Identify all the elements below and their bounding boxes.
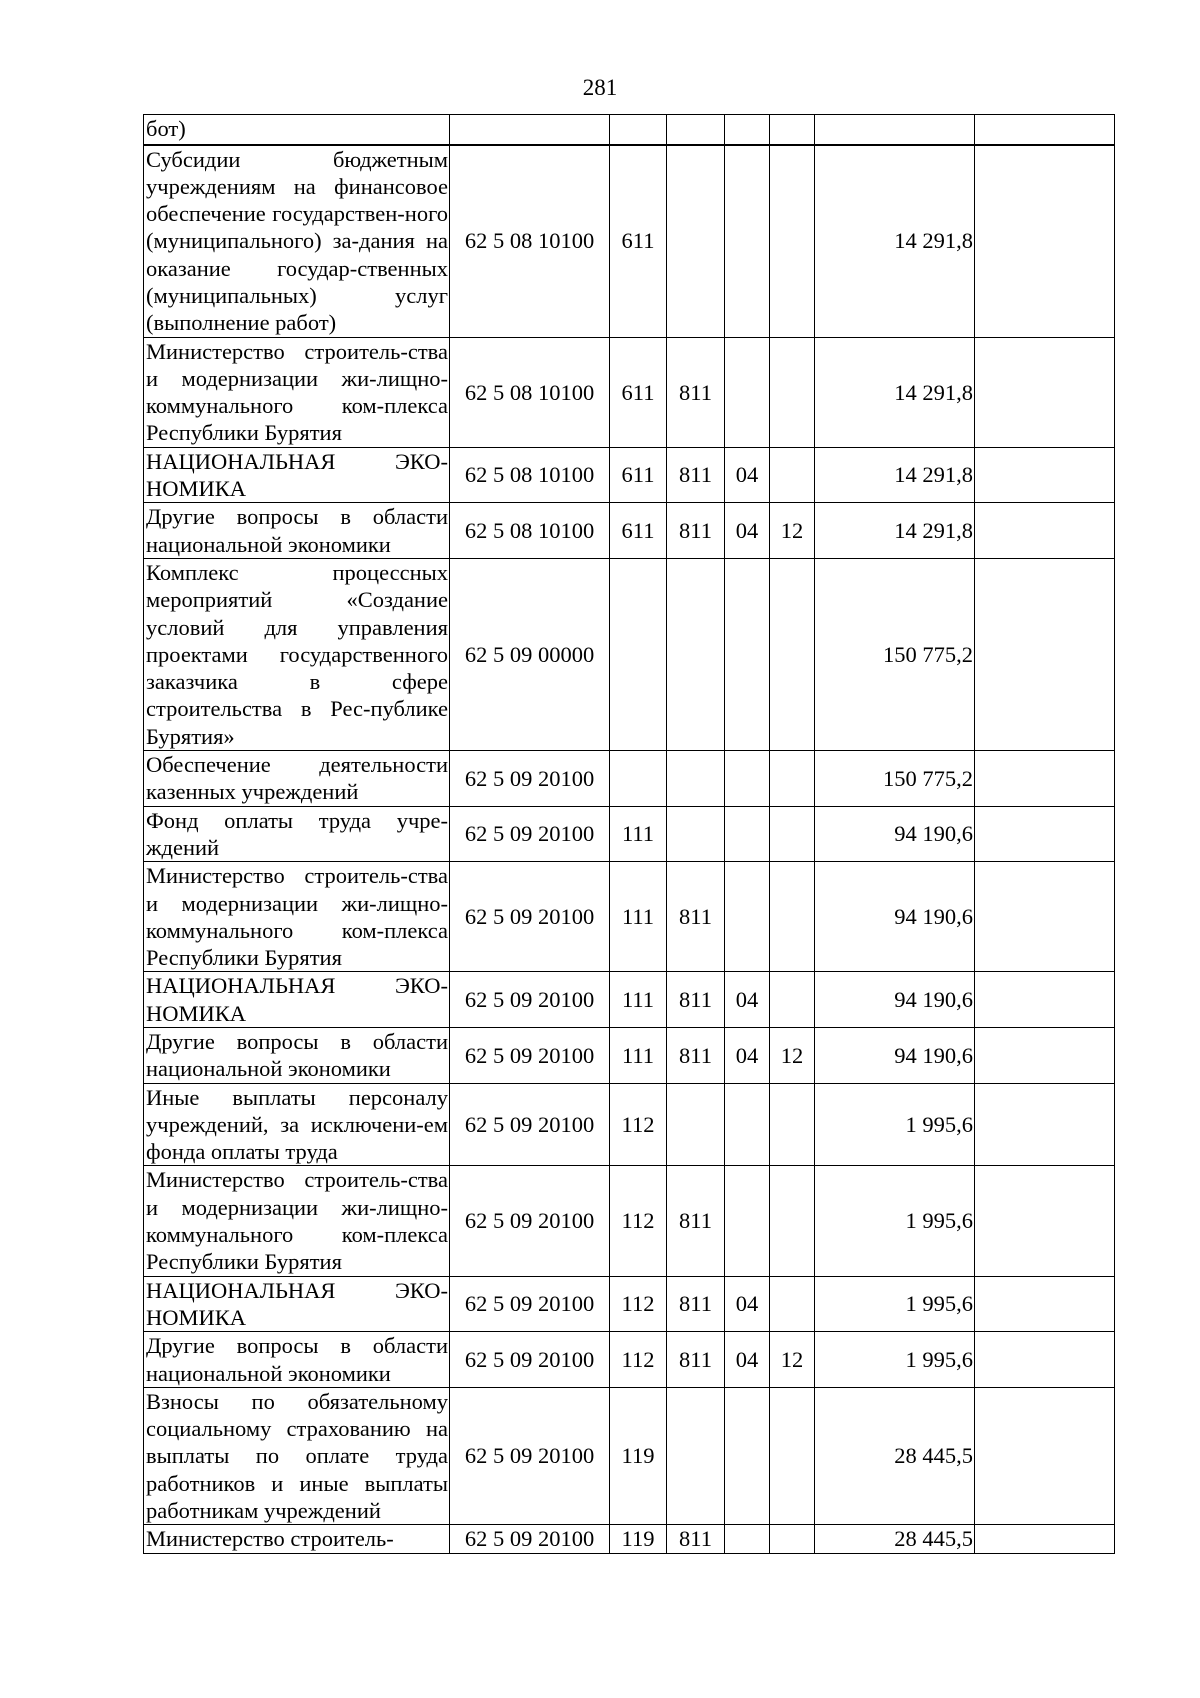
row-name-cell: Комплекс процессных мероприятий «Создание условий для управления проектами государственного заказчика в сфере строительства в Рес-публике Бурятия» <box>144 558 450 750</box>
amount-cell: 14 291,8 <box>815 447 975 503</box>
amount-cell: 1 995,6 <box>815 1083 975 1166</box>
expense-type-cell <box>610 751 667 807</box>
ministry-code-cell: 811 <box>667 1332 725 1388</box>
target-code-cell: 62 5 09 20100 <box>450 1083 610 1166</box>
amount-cell: 1 995,6 <box>815 1276 975 1332</box>
ministry-code-cell <box>667 751 725 807</box>
target-code-cell: 62 5 08 10100 <box>450 337 610 447</box>
amount-cell: 14 291,8 <box>815 503 975 559</box>
extra-cell <box>975 447 1115 503</box>
section-cell <box>725 806 770 862</box>
subsection-cell: 12 <box>770 1028 815 1084</box>
extra-cell <box>975 1028 1115 1084</box>
ministry-code-cell: 811 <box>667 503 725 559</box>
expense-type-cell: 611 <box>610 337 667 447</box>
amount-cell <box>815 115 975 145</box>
expense-type-cell <box>610 115 667 145</box>
expense-type-cell: 111 <box>610 1028 667 1084</box>
extra-cell <box>975 1083 1115 1166</box>
amount-cell: 28 445,5 <box>815 1525 975 1553</box>
row-name-cell: Фонд оплаты труда учре-ждений <box>144 806 450 862</box>
section-cell <box>725 145 770 338</box>
extra-cell <box>975 1387 1115 1524</box>
table-row <box>144 115 1115 145</box>
ministry-code-cell <box>667 558 725 750</box>
row-name-cell: Другие вопросы в области национальной экономики <box>144 503 450 559</box>
target-code-cell: 62 5 09 00000 <box>450 558 610 750</box>
ministry-code-cell: 811 <box>667 1166 725 1276</box>
table-row <box>144 862 1115 972</box>
table-row <box>144 447 1115 503</box>
row-name-cell: НАЦИОНАЛЬНАЯ ЭКО-НОМИКА <box>144 1276 450 1332</box>
subsection-cell: 12 <box>770 1332 815 1388</box>
table-row <box>144 972 1115 1028</box>
subsection-cell <box>770 1166 815 1276</box>
table-row <box>144 1028 1115 1084</box>
table-row <box>144 1332 1115 1388</box>
ministry-code-cell <box>667 1387 725 1524</box>
section-cell: 04 <box>725 1028 770 1084</box>
extra-cell <box>975 558 1115 750</box>
subsection-cell <box>770 1387 815 1524</box>
section-cell <box>725 337 770 447</box>
target-code-cell: 62 5 08 10100 <box>450 447 610 503</box>
amount-cell: 94 190,6 <box>815 972 975 1028</box>
section-cell <box>725 1387 770 1524</box>
ministry-code-cell <box>667 1083 725 1166</box>
expense-type-cell: 611 <box>610 447 667 503</box>
extra-cell <box>975 972 1115 1028</box>
table-row <box>144 1083 1115 1166</box>
section-cell <box>725 862 770 972</box>
extra-cell <box>975 751 1115 807</box>
ministry-code-cell: 811 <box>667 1525 725 1553</box>
expense-type-cell: 112 <box>610 1332 667 1388</box>
table-row <box>144 1525 1115 1553</box>
table-row <box>144 1166 1115 1276</box>
extra-cell <box>975 1525 1115 1553</box>
table-row <box>144 1387 1115 1524</box>
subsection-cell <box>770 1083 815 1166</box>
subsection-cell <box>770 115 815 145</box>
target-code-cell: 62 5 09 20100 <box>450 1332 610 1388</box>
section-cell <box>725 115 770 145</box>
extra-cell <box>975 1332 1115 1388</box>
table-body <box>144 115 1115 1554</box>
amount-cell: 28 445,5 <box>815 1387 975 1524</box>
subsection-cell <box>770 447 815 503</box>
expense-type-cell: 611 <box>610 145 667 338</box>
ministry-code-cell: 811 <box>667 447 725 503</box>
amount-cell: 14 291,8 <box>815 145 975 338</box>
target-code-cell: 62 5 09 20100 <box>450 1166 610 1276</box>
amount-cell: 14 291,8 <box>815 337 975 447</box>
row-name-cell: Министерство строитель-ства и модернизации жи-лищно-коммунального ком-плекса Республики Бурятия <box>144 1166 450 1276</box>
extra-cell <box>975 862 1115 972</box>
target-code-cell <box>450 115 610 145</box>
expense-type-cell: 112 <box>610 1166 667 1276</box>
table-row <box>144 751 1115 807</box>
target-code-cell: 62 5 08 10100 <box>450 503 610 559</box>
section-cell <box>725 1166 770 1276</box>
row-name-cell: Министерство строитель-ства и модернизации жи-лищно-коммунального ком-плекса Республики Бурятия <box>144 337 450 447</box>
expense-type-cell: 112 <box>610 1083 667 1166</box>
extra-cell <box>975 337 1115 447</box>
extra-cell <box>975 115 1115 145</box>
ministry-code-cell: 811 <box>667 1276 725 1332</box>
row-name-cell: НАЦИОНАЛЬНАЯ ЭКО-НОМИКА <box>144 447 450 503</box>
row-name-cell: Субсидии бюджетным учреждениям на финансовое обеспечение государствен-ного (муниципального) за-дания на оказание государ-ственных (муниципальных) услуг (выполнение работ) <box>144 145 450 338</box>
extra-cell <box>975 1276 1115 1332</box>
subsection-cell <box>770 751 815 807</box>
expense-type-cell: 611 <box>610 503 667 559</box>
target-code-cell: 62 5 09 20100 <box>450 1276 610 1332</box>
row-name-cell: Иные выплаты персоналу учреждений, за исключени-ем фонда оплаты труда <box>144 1083 450 1166</box>
subsection-cell <box>770 1525 815 1553</box>
expense-type-cell: 111 <box>610 972 667 1028</box>
subsection-cell <box>770 862 815 972</box>
budget-table <box>143 114 1115 1554</box>
section-cell: 04 <box>725 1332 770 1388</box>
ministry-code-cell: 811 <box>667 337 725 447</box>
row-name-cell: Министерство строитель- <box>144 1525 450 1553</box>
row-name-cell: Другие вопросы в области национальной экономики <box>144 1332 450 1388</box>
row-name-cell: Министерство строитель-ства и модернизации жи-лищно-коммунального ком-плекса Республики Бурятия <box>144 862 450 972</box>
ministry-code-cell: 811 <box>667 1028 725 1084</box>
target-code-cell: 62 5 09 20100 <box>450 1387 610 1524</box>
ministry-code-cell <box>667 145 725 338</box>
section-cell: 04 <box>725 1276 770 1332</box>
section-cell <box>725 558 770 750</box>
subsection-cell <box>770 1276 815 1332</box>
expense-type-cell: 119 <box>610 1387 667 1524</box>
ministry-code-cell <box>667 806 725 862</box>
section-cell <box>725 751 770 807</box>
table-row <box>144 145 1115 338</box>
amount-cell: 94 190,6 <box>815 862 975 972</box>
ministry-code-cell <box>667 115 725 145</box>
row-name-cell: Обеспечение деятельности казенных учреждений <box>144 751 450 807</box>
target-code-cell: 62 5 08 10100 <box>450 145 610 338</box>
target-code-cell: 62 5 09 20100 <box>450 1525 610 1553</box>
table-row <box>144 1276 1115 1332</box>
table-row <box>144 806 1115 862</box>
row-name-cell: Другие вопросы в области национальной экономики <box>144 1028 450 1084</box>
expense-type-cell: 119 <box>610 1525 667 1553</box>
extra-cell <box>975 1166 1115 1276</box>
ministry-code-cell: 811 <box>667 862 725 972</box>
row-name-cell: бот) <box>144 115 450 145</box>
table-row <box>144 558 1115 750</box>
target-code-cell: 62 5 09 20100 <box>450 862 610 972</box>
amount-cell: 150 775,2 <box>815 751 975 807</box>
subsection-cell <box>770 337 815 447</box>
amount-cell: 94 190,6 <box>815 1028 975 1084</box>
row-name-cell: Взносы по обязательному социальному страхованию на выплаты по оплате труда работников и иные выплаты работникам учреждений <box>144 1387 450 1524</box>
extra-cell <box>975 503 1115 559</box>
target-code-cell: 62 5 09 20100 <box>450 1028 610 1084</box>
row-name-cell: НАЦИОНАЛЬНАЯ ЭКО-НОМИКА <box>144 972 450 1028</box>
amount-cell: 94 190,6 <box>815 806 975 862</box>
expense-type-cell <box>610 558 667 750</box>
subsection-cell: 12 <box>770 503 815 559</box>
table-row <box>144 503 1115 559</box>
table-row <box>144 337 1115 447</box>
extra-cell <box>975 145 1115 338</box>
page-number: 281 <box>582 75 618 100</box>
section-cell <box>725 1083 770 1166</box>
amount-cell: 1 995,6 <box>815 1166 975 1276</box>
section-cell: 04 <box>725 447 770 503</box>
section-cell: 04 <box>725 503 770 559</box>
section-cell <box>725 1525 770 1553</box>
section-cell: 04 <box>725 972 770 1028</box>
target-code-cell: 62 5 09 20100 <box>450 806 610 862</box>
amount-cell: 1 995,6 <box>815 1332 975 1388</box>
subsection-cell <box>770 145 815 338</box>
extra-cell <box>975 806 1115 862</box>
subsection-cell <box>770 972 815 1028</box>
expense-type-cell: 111 <box>610 806 667 862</box>
expense-type-cell: 111 <box>610 862 667 972</box>
amount-cell: 150 775,2 <box>815 558 975 750</box>
ministry-code-cell: 811 <box>667 972 725 1028</box>
subsection-cell <box>770 806 815 862</box>
expense-type-cell: 112 <box>610 1276 667 1332</box>
subsection-cell <box>770 558 815 750</box>
target-code-cell: 62 5 09 20100 <box>450 972 610 1028</box>
target-code-cell: 62 5 09 20100 <box>450 751 610 807</box>
